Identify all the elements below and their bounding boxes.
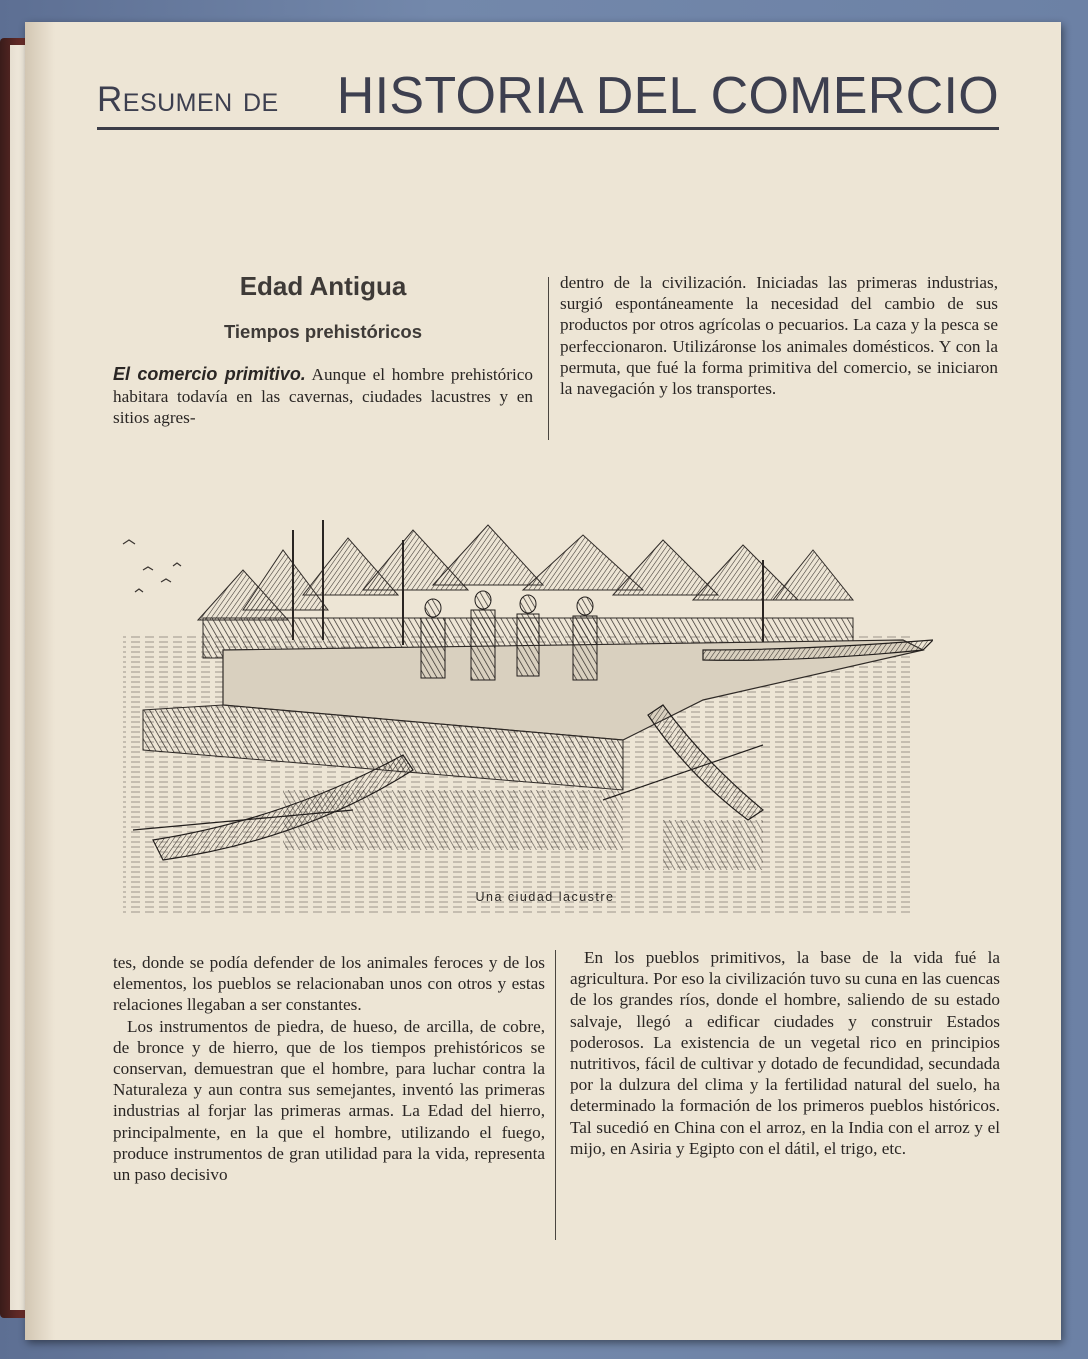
paragraph-instrumentos: Los instrumentos de piedra, de hueso, de arcilla, de cobre, de bronce y de hierro, que de los tiempos prehistóricos se conservan, demuestran que el hombre, para luchar contra la Naturaleza y aun contra sus semejantes, inventó las primeras industrias al forjar las primeras armas. La Edad del hierro, principalmente, en la que el hombre, utilizando el fuego, produce instrumentos de gran utilidad para la vida, representa un paso decisivo (113, 1016, 545, 1185)
book-page (25, 22, 1061, 1340)
header-prefix: Resumen de (97, 80, 279, 119)
column-divider-bottom (555, 950, 556, 1240)
column-top-right (560, 272, 998, 399)
paragraph-text: Aunque el hombre prehistórico habitara todavía en las cavernas, ciudades lacustres y en sitios agres- (113, 365, 533, 427)
run-in-heading: El comercio primitivo. (113, 364, 306, 385)
lake-village-illustration (103, 500, 933, 920)
paragraph-comercio-primitivo (113, 364, 533, 428)
section-subheading: Tiempos prehistóricos (223, 321, 423, 343)
running-header (97, 48, 999, 128)
paragraph-pueblos-primitivos: En los pueblos primitivos, la base de la vida fué la agricultura. Por eso la civilización tuvo su cuna en las cuencas de los grandes ríos, donde el hombre, saliendo de su estado salvaje, llegó a edificar ciudades y construir Estados poderosos. La existencia de un vegetal rico en principios nutritivos, fácil de cultivar y dotado de fecundidad, secundada por la dulzura del clima y la fertilidad natural del suelo, ha determinado la formación de los primeros pueblos históricos. Tal sucedió en China con el arroz, en la India con el arroz y el mijo, en Asiria y Egipto con el dátil, el trigo, etc. (570, 948, 1000, 1158)
header-rule (97, 127, 999, 130)
paragraph-continuation: dentro de la civilización. Iniciadas las primeras industrias, surgió espontáneamente la necesidad del cambio de sus productos por otros agrícolas o pecuarios. La caza y la pesca se perfeccionaron. Utilizáronse los animales domésticos. Y con la permuta, que fué la forma primitiva del comercio, se iniciaron la navegación y los transportes. (560, 273, 998, 399)
header-title: HISTORIA DEL COMERCIO (336, 67, 999, 125)
section-heading: Edad Antigua (239, 271, 407, 301)
illustration-caption: Una ciudad lacustre (475, 890, 615, 904)
column-divider-top (548, 277, 549, 440)
column-bottom-left (113, 952, 545, 1185)
column-bottom-right (570, 947, 1000, 1159)
column-top-left (113, 272, 533, 428)
birds (123, 540, 181, 592)
paragraph-continuation-tes: tes, donde se podía defender de los animales feroces y de los elementos, los pueblos se relacionaban unos con otros y estas relaciones llegaban a ser constantes. (113, 953, 545, 1015)
